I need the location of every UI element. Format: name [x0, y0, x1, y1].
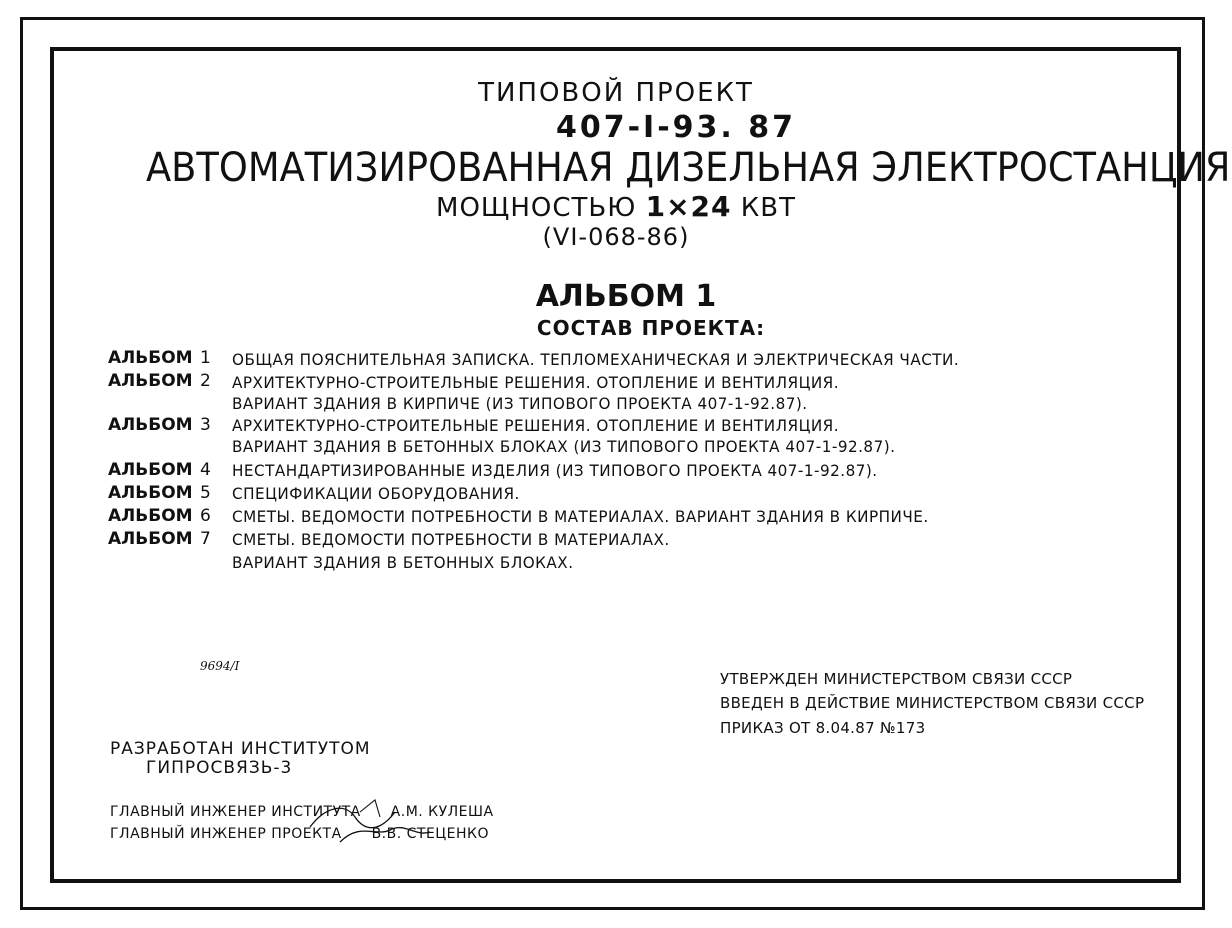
album-number: 2 [200, 371, 211, 391]
album-description: АРХИТЕКТУРНО-СТРОИТЕЛЬНЫЕ РЕШЕНИЯ. ОТОПЛЕНИЕ И ВЕНТИЛЯЦИЯ. [232, 416, 840, 435]
album-title: АЛЬБОМ 1 [535, 279, 717, 314]
inventory-number: 9694/I [200, 659, 240, 673]
signature-name: А.М. КУЛЕША [390, 804, 494, 820]
capacity-unit: КВТ [740, 193, 796, 223]
developer-label: РАЗРАБОТАН ИНСТИТУТОМ [110, 739, 371, 759]
page-title: АВТОМАТИЗИРОВАННАЯ ДИЗЕЛЬНАЯ ЭЛЕКТРОСТАНЦИЯ [146, 145, 1231, 191]
album-description: СМЕТЫ. ВЕДОМОСТИ ПОТРЕБНОСТИ В МАТЕРИАЛАХ. ВАРИАНТ ЗДАНИЯ В КИРПИЧЕ. [232, 507, 929, 526]
capacity-line [0, 190, 1232, 223]
album-label: АЛЬБОМ [108, 460, 193, 480]
album-number: 4 [200, 460, 211, 480]
album-label: АЛЬБОМ [108, 371, 193, 391]
capacity-value: 1×24 [645, 190, 732, 223]
project-number: 407-I-93. 87 [555, 110, 797, 145]
album-description: ВАРИАНТ ЗДАНИЯ В БЕТОННЫХ БЛОКАХ (ИЗ ТИПОВОГО ПРОЕКТА 407-1-92.87). [232, 437, 896, 456]
album-description: ОБЩАЯ ПОЯСНИТЕЛЬНАЯ ЗАПИСКА. ТЕПЛОМЕХАНИЧЕСКАЯ И ЭЛЕКТРИЧЕСКАЯ ЧАСТИ. [232, 350, 960, 369]
signature-role: ГЛАВНЫЙ ИНЖЕНЕР ПРОЕКТА [110, 826, 342, 842]
album-label: АЛЬБОМ [108, 529, 193, 549]
project-type: ТИПОВОЙ ПРОЕКТ [478, 78, 754, 108]
album-description: АРХИТЕКТУРНО-СТРОИТЕЛЬНЫЕ РЕШЕНИЯ. ОТОПЛЕНИЕ И ВЕНТИЛЯЦИЯ. [232, 373, 840, 392]
album-number: 7 [200, 529, 211, 549]
contents-title: СОСТАВ ПРОЕКТА: [536, 316, 766, 340]
album-label: АЛЬБОМ [108, 415, 193, 435]
handwritten-signature [300, 792, 460, 852]
capacity-prefix: МОЩНОСТЬЮ [436, 193, 637, 223]
album-label: АЛЬБОМ [108, 483, 193, 503]
album-label: АЛЬБОМ [108, 506, 193, 526]
album-label: АЛЬБОМ [108, 348, 193, 368]
album-number: 1 [200, 348, 211, 368]
approval-line: ПРИКАЗ ОТ 8.04.87 №173 [720, 719, 926, 737]
signature-name: В.В. СТЕЦЕНКО [371, 826, 489, 842]
project-code: (VI-068-86) [542, 223, 690, 251]
album-description: ВАРИАНТ ЗДАНИЯ В КИРПИЧЕ (ИЗ ТИПОВОГО ПРОЕКТА 407-1-92.87). [232, 394, 808, 413]
album-number: 3 [200, 415, 211, 435]
developer-institute: ГИПРОСВЯЗЬ-3 [146, 758, 293, 778]
album-number: 5 [200, 483, 211, 503]
album-description: ВАРИАНТ ЗДАНИЯ В БЕТОННЫХ БЛОКАХ. [232, 553, 574, 572]
album-description: НЕСТАНДАРТИЗИРОВАННЫЕ ИЗДЕЛИЯ (ИЗ ТИПОВОГО ПРОЕКТА 407-1-92.87). [232, 461, 878, 480]
album-description: СПЕЦИФИКАЦИИ ОБОРУДОВАНИЯ. [232, 484, 520, 503]
approval-line: ВВЕДЕН В ДЕЙСТВИЕ МИНИСТЕРСТВОМ СВЯЗИ СССР [720, 694, 1145, 712]
approval-line: УТВЕРЖДЕН МИНИСТЕРСТВОМ СВЯЗИ СССР [720, 670, 1073, 688]
album-number: 6 [200, 506, 211, 526]
signature-role: ГЛАВНЫЙ ИНЖЕНЕР ИНСТИТУТА [110, 804, 361, 820]
album-description: СМЕТЫ. ВЕДОМОСТИ ПОТРЕБНОСТИ В МАТЕРИАЛАХ. [232, 530, 670, 549]
